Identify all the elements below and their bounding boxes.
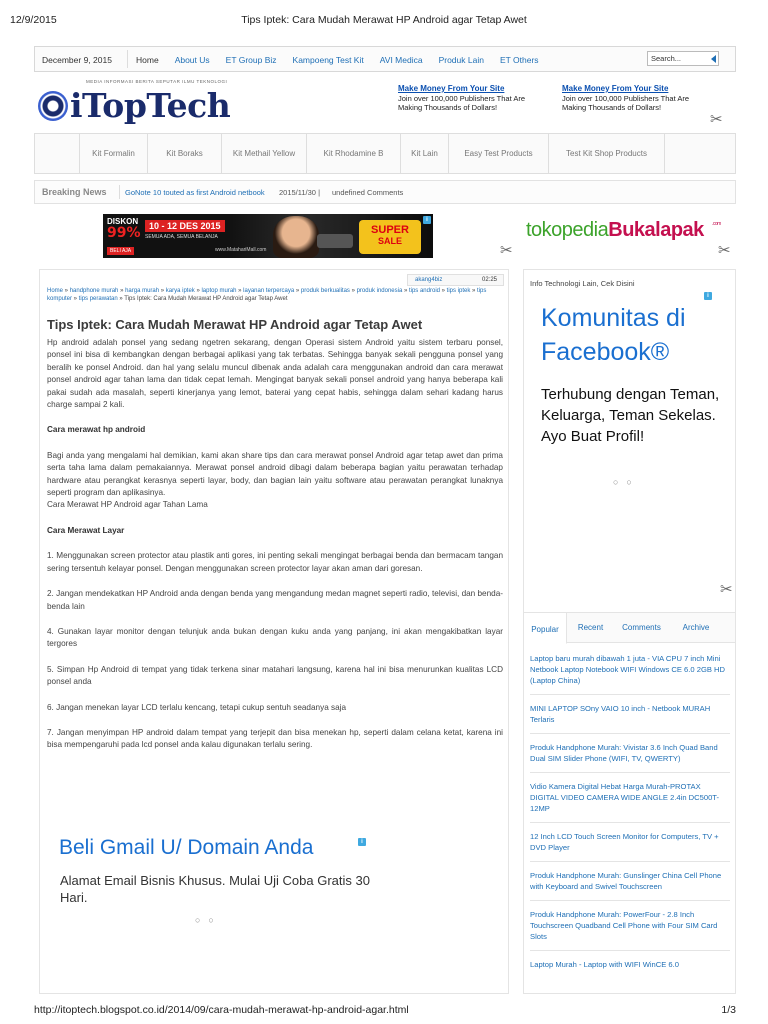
banner-diskon-url: www.MatahariMall.com xyxy=(215,247,267,253)
search-input[interactable]: Search... xyxy=(647,51,719,66)
sidebar-info-heading: Info Technologi Lain, Cek Disini xyxy=(530,279,635,288)
header-ad-title[interactable]: Make Money From Your Site xyxy=(398,84,505,93)
ad-choices-icon[interactable]: i xyxy=(423,216,431,224)
header-ad-body: Join over 100,000 Publishers That Are Making Thousands of Dollars! xyxy=(398,94,526,112)
top-nav xyxy=(136,55,555,65)
banner-model-image xyxy=(273,216,319,258)
breadcrumb: Home » handphone murah » harga murah » karya iptek » laptop murah » layanan terpercaya » produk berkualitas » produk indonesia » tips android » tips iptek » tips komputer » tips perawatan » Tips Iptek: Cara Mudah Merawat HP Android agar Tetap Awet xyxy=(47,288,487,302)
breadcrumb-item[interactable]: harga murah xyxy=(125,288,160,294)
breaking-news-date: 2015/11/30 | xyxy=(279,188,321,197)
breadcrumb-item[interactable]: karya iptek xyxy=(165,288,195,294)
banner-diskon-buy: BELI AJA xyxy=(107,247,134,255)
current-date: December 9, 2015 xyxy=(42,55,112,65)
breadcrumb-item[interactable]: tips iptek xyxy=(446,288,471,294)
top-nav-about[interactable]: About Us xyxy=(174,55,210,65)
breadcrumb-item[interactable]: tips komputer xyxy=(47,288,487,302)
logo-tagline: MEDIA INFORMASI BERITA SEPUTAR ILMU TEKNOLOGI xyxy=(86,79,228,84)
banner-ad-tokopedia-bukalapak[interactable] xyxy=(526,219,736,249)
popular-post-link[interactable]: Laptop Murah - Laptop with WIFI WinCE 6.0 xyxy=(530,960,679,969)
banner-toko-part1: tokopedia xyxy=(526,219,609,241)
post-paragraph: Bagi anda yang mengalami hal demikian, kami akan share tips dan cara merawat ponsel Android agar tetap awet dan prima serta taha lama dalam pemakaiannya. Merawat ponsel android dibagi dalam beberapa bagian yaitu perawatan terhadap hardware atau perangkat kerasnya seperti layar, body, dan bagian lain yaitu software atau perawatan perangkat lunaknya seperti program dan aplikasinya. xyxy=(47,450,503,498)
site-logo[interactable] xyxy=(38,78,368,134)
tab-comments[interactable]: Comments xyxy=(622,623,661,632)
nav-kit-lain[interactable]: Kit Lain xyxy=(401,134,449,173)
post-author[interactable]: akang4biz xyxy=(415,277,443,283)
popular-post-link[interactable]: Produk Handphone Murah: Vivistar 3.6 Inch Quad Band Dual SIM Slider Phone (WIFI, TV, QWERTY) xyxy=(530,742,730,773)
ad-choices-icon[interactable]: i xyxy=(704,292,712,300)
inline-ad-title[interactable]: Beli Gmail U/ Domain Anda xyxy=(59,836,314,859)
popular-post-link[interactable]: 12 Inch LCD Touch Screen Monitor for Computers, TV + DVD Player xyxy=(530,831,730,862)
nav-easy-test-products[interactable]: Easy Test Products xyxy=(449,134,549,173)
header-ad[interactable] xyxy=(398,84,548,112)
post-meta xyxy=(407,274,504,286)
breadcrumb-item[interactable]: produk indonesia xyxy=(356,288,403,294)
breadcrumb-item[interactable]: tips perawatan xyxy=(78,296,118,302)
logo-wordmark: iTopTech xyxy=(38,86,230,125)
search-submit-icon[interactable] xyxy=(711,55,716,63)
nav-test-kit-shop[interactable]: Test Kit Shop Products xyxy=(549,134,665,173)
ad-pagination-dots[interactable]: ○○ xyxy=(613,477,640,487)
banner-diskon-dates: 10 - 12 DES 2015 xyxy=(145,220,225,232)
tab-archive[interactable]: Archive xyxy=(682,623,710,632)
top-nav-et-others[interactable]: ET Others xyxy=(499,55,539,65)
banner-toko-part2: Bukalapak xyxy=(608,219,704,241)
top-bar xyxy=(34,46,736,72)
header-ad[interactable] xyxy=(562,84,712,112)
ad-tools-icon[interactable]: ✂ xyxy=(718,242,731,259)
top-nav-et-group[interactable]: ET Group Biz xyxy=(225,55,277,65)
breaking-news-bar xyxy=(34,180,736,204)
breaking-news-link[interactable]: GoNote 10 touted as first Android netbook xyxy=(125,188,265,197)
print-header xyxy=(0,0,768,40)
popular-posts-list xyxy=(530,653,730,986)
nav-kit-boraks[interactable]: Kit Boraks xyxy=(148,134,222,173)
banner-ad-diskon[interactable] xyxy=(103,214,433,258)
webpage xyxy=(34,46,736,994)
post-list-item: 1. Menggunakan screen protector atau plastik anti gores, ini penting sekali mengingat berbagai benda dan bermacam tangan sering tersentuh kelayar ponsel. Dengan menggunakan screen protector layar akan aman dari goresan. xyxy=(47,551,503,573)
post-heading: Cara Merawat Layar xyxy=(47,525,125,535)
banner-diskon-percent: 99% xyxy=(107,225,141,241)
top-nav-avi-medica[interactable]: AVI Medica xyxy=(379,55,423,65)
breadcrumb-item[interactable]: layanan terpercaya xyxy=(243,288,295,294)
post-time: 02:25 xyxy=(481,277,497,283)
breadcrumb-item[interactable]: handphone murah xyxy=(69,288,119,294)
tab-recent[interactable]: Recent xyxy=(577,623,604,632)
top-nav-produk-lain[interactable]: Produk Lain xyxy=(438,55,484,65)
top-nav-home[interactable]: Home xyxy=(136,55,159,65)
popular-post-link[interactable]: Laptop baru murah dibawah 1 juta - VIA CPU 7 inch Mini Netbook Laptop Notebook WIFI Windows CE 6.0 2GB HD (Laptop China) xyxy=(530,653,730,695)
camera-icon xyxy=(317,234,353,248)
post-list-item: 5. Simpan Hp Android di tempat yang tidak terkena sinar matahari langsung, karena hal ini bisa menurunkan kualitas LCD ponsel anda xyxy=(47,664,503,687)
ad-pagination-dots[interactable]: ○○ xyxy=(195,915,222,925)
sidebar-tabs-widget xyxy=(523,612,736,994)
print-url: http://itoptech.blogspot.co.id/2014/09/cara-mudah-merawat-hp-android-agar.html xyxy=(34,1004,409,1016)
header-ad-title[interactable]: Make Money From Your Site xyxy=(562,84,669,93)
facebook-ad-body: Terhubung dengan Teman, Keluarga, Teman Sekelas. Ayo Buat Profil! xyxy=(541,386,720,445)
ad-tools-icon[interactable]: ✂ xyxy=(720,581,733,598)
print-date: 12/9/2015 xyxy=(10,14,57,26)
breaking-news-label: Breaking News xyxy=(42,187,107,197)
popular-post-link[interactable]: Produk Handphone Murah: Gunslinger China Cell Phone with Keyboard and Swivel Touchscreen xyxy=(530,870,730,901)
print-page-number: 1/3 xyxy=(721,1004,736,1016)
banner-toko-suffix: .com xyxy=(712,221,721,227)
article-post xyxy=(39,269,509,994)
post-heading: Cara merawat hp android xyxy=(47,425,146,435)
inline-ad-body: Alamat Email Bisnis Khusus. Mulai Uji Coba Gratis 30 Hari. xyxy=(60,873,370,905)
banner-diskon-sub: SEMUA ADA, SEMUA BELANJA xyxy=(145,234,218,240)
post-list-item: 6. Jangan menekan layar LCD terlalu kencang, tetapi cukup sentuh seadanya saja xyxy=(47,702,347,712)
post-paragraph: Hp android adalah ponsel yang sedang ngetren sekarang, dengan Operasi sistem Android yaitu sistem terbaru ponsel, ponsel ini bisa di kembangkan dengan berbagai aplikasi yang tak terbatas. Sehingga banyak sekali pengguna ponsel yang beralih ke ponsel Android. dan hal yang selalu muncul dibenak anda adalah cara menggunakan android dan cara merawat ponsel android agar tahan lama dan tidak cepat lemah. Mengingat banyak sekali ponsel android yang hanya beberapa kali pakai sudah ada masalah, seperti kinerjanya yang lemot, baterai yang cepat habis, sehingga dalam sehari kadang harus charge sampai 2 kali. xyxy=(47,338,503,410)
post-list-item: 4. Gunakan layar monitor dengan telunjuk anda bukan dengan kuku anda yang panjang, ini akan mengakibatkan layar tergores xyxy=(47,626,503,649)
tab-popular[interactable]: Popular xyxy=(524,613,567,644)
ad-tools-icon[interactable]: ✂ xyxy=(500,242,513,259)
breadcrumb-current: Tips Iptek: Cara Mudah Merawat HP Android agar Tetap Awet xyxy=(124,296,288,302)
super-sale-badge: SUPER SALE xyxy=(359,220,421,254)
post-list-item: 7. Jangan menyimpan HP android dalam tempat yang terjepit dan bisa menekan hp, seperti dalam celana ketat, karena ini bisa mempengaruhi pada lcd ponsel anda kalau digunakan terlalu sering. xyxy=(47,727,503,750)
popular-post-link[interactable]: Vidio Kamera Digital Hebat Harga Murah-PROTAX DIGITAL VIDEO CAMERA WIDE ANGLE 2.4in DC500T-12MP xyxy=(530,781,730,823)
nav-kit-rhodamine-b[interactable]: Kit Rhodamine B xyxy=(307,134,401,173)
main-nav xyxy=(34,133,736,174)
facebook-ad-title[interactable]: Komunitas di Facebook® xyxy=(541,304,686,366)
tab-bar xyxy=(524,613,735,643)
sidebar-info-widget xyxy=(523,269,736,634)
ad-choices-icon[interactable]: i xyxy=(358,838,366,846)
nav-kit-formalin[interactable]: Kit Formalin xyxy=(79,134,148,173)
banner-diskon-label: DISKON xyxy=(107,217,139,226)
popular-post-link[interactable]: MINI LAPTOP SOny VAIO 10 inch - Netbook MURAH Terlaris xyxy=(530,703,730,734)
nav-kit-methail-yellow[interactable]: Kit Methail Yellow xyxy=(222,134,307,173)
breaking-news-comments[interactable]: undefined Comments xyxy=(332,188,404,197)
breadcrumb-item[interactable]: produk berkualitas xyxy=(300,288,350,294)
header-ad-body: Join over 100,000 Publishers That Are Making Thousands of Dollars! xyxy=(562,94,690,112)
breadcrumb-item[interactable]: laptop murah xyxy=(201,288,237,294)
print-footer xyxy=(0,996,768,1024)
post-body xyxy=(47,337,503,765)
breadcrumb-item[interactable]: tips android xyxy=(408,288,440,294)
gear-logo-icon xyxy=(38,91,68,121)
post-title: Tips Iptek: Cara Mudah Merawat HP Android agar Tetap Awet xyxy=(47,317,423,332)
top-nav-kampoeng[interactable]: Kampoeng Test Kit xyxy=(292,55,364,65)
print-title: Tips Iptek: Cara Mudah Merawat HP Android agar Tetap Awet xyxy=(241,14,527,26)
breadcrumb-home[interactable]: Home xyxy=(47,288,64,294)
popular-post-link[interactable]: Produk Handphone Murah: PowerFour - 2.8 Inch Touchscreen Quadband Cell Phone with Four SIM Card Slots xyxy=(530,909,730,951)
ad-tools-icon[interactable]: ✂ xyxy=(710,111,723,128)
post-list-item: 2. Jangan mendekatkan HP Android anda dengan benda yang mengandung medan magnet seperti radio, televisi, dan benda-benda lain xyxy=(47,589,503,611)
post-paragraph: Cara Merawat HP Android agar Tahan Lama xyxy=(47,500,208,510)
